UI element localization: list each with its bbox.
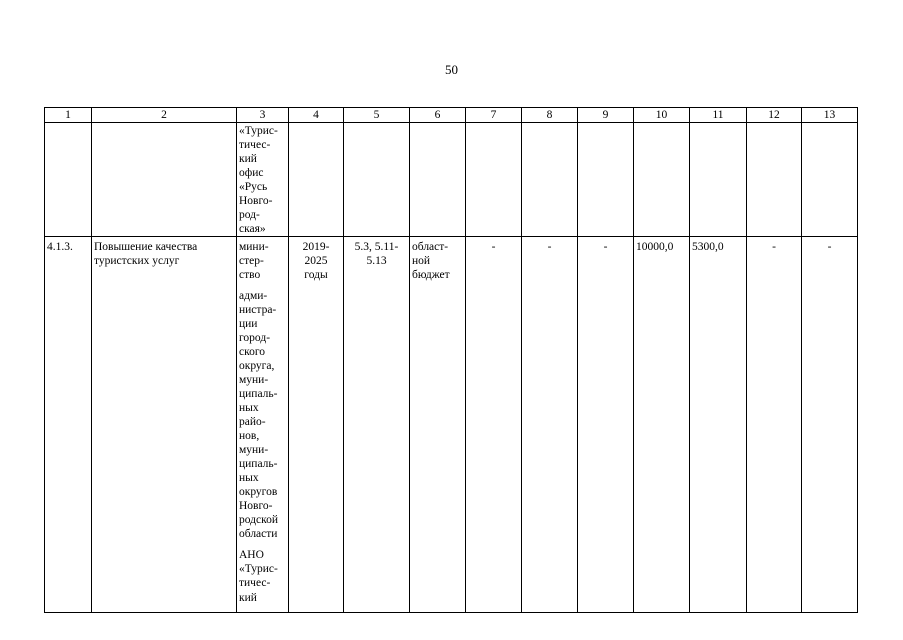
cell-empty xyxy=(690,123,747,237)
column-header-3: 3 xyxy=(237,108,289,123)
cell-empty xyxy=(289,123,344,237)
executor-ano: АНО «Турис- тичес- кий xyxy=(239,549,278,604)
cell-measure-name: Повышение качества туристских услуг xyxy=(92,237,237,612)
column-header-8: 8 xyxy=(522,108,578,123)
table-row-continuation xyxy=(45,123,858,237)
column-header-7: 7 xyxy=(466,108,522,123)
cell-funding-source: област- ной бюджет xyxy=(410,237,466,612)
cell-col12: - xyxy=(747,237,802,612)
column-header-10: 10 xyxy=(634,108,690,123)
cell-empty xyxy=(92,123,237,237)
cell-empty xyxy=(578,123,634,237)
cell-col13: - xyxy=(802,237,858,612)
column-header-4: 4 xyxy=(289,108,344,123)
column-header-12: 12 xyxy=(747,108,802,123)
column-header-1: 1 xyxy=(45,108,92,123)
cell-target-indicators: 5.3, 5.11- 5.13 xyxy=(344,237,410,612)
cell-empty xyxy=(802,123,858,237)
executor-administrations: адми- нистра- ции город- ского округа, муни- ципаль- ных райо- нов, муни- ципаль- ных округов Новго- родской области xyxy=(239,290,279,541)
table-row-measure xyxy=(45,237,858,612)
cell-col10: 10000,0 xyxy=(634,237,690,612)
cell-col9: - xyxy=(578,237,634,612)
cell-col11: 5300,0 xyxy=(690,237,747,612)
column-header-13: 13 xyxy=(802,108,858,123)
cell-empty xyxy=(522,123,578,237)
column-number-row xyxy=(45,108,858,123)
column-header-5: 5 xyxy=(344,108,410,123)
cell-empty xyxy=(466,123,522,237)
column-header-2: 2 xyxy=(92,108,237,123)
program-measures-table xyxy=(44,107,858,613)
column-header-9: 9 xyxy=(578,108,634,123)
cell-empty xyxy=(45,123,92,237)
executor-ministry: мини- стер- ство xyxy=(239,241,269,282)
cell-col7: - xyxy=(466,237,522,612)
cell-empty xyxy=(344,123,410,237)
cell-period: 2019- 2025 годы xyxy=(289,237,344,612)
column-header-6: 6 xyxy=(410,108,466,123)
column-header-11: 11 xyxy=(690,108,747,123)
cell-measure-number: 4.1.3. xyxy=(45,237,92,612)
page-number: 50 xyxy=(445,62,458,77)
cell-empty xyxy=(634,123,690,237)
cell-empty xyxy=(747,123,802,237)
cell-executors xyxy=(237,237,289,612)
cell-empty xyxy=(410,123,466,237)
cell-executor-continuation: «Турис- тичес- кий офис «Русь Новго- род- ская» xyxy=(237,123,289,237)
cell-col8: - xyxy=(522,237,578,612)
